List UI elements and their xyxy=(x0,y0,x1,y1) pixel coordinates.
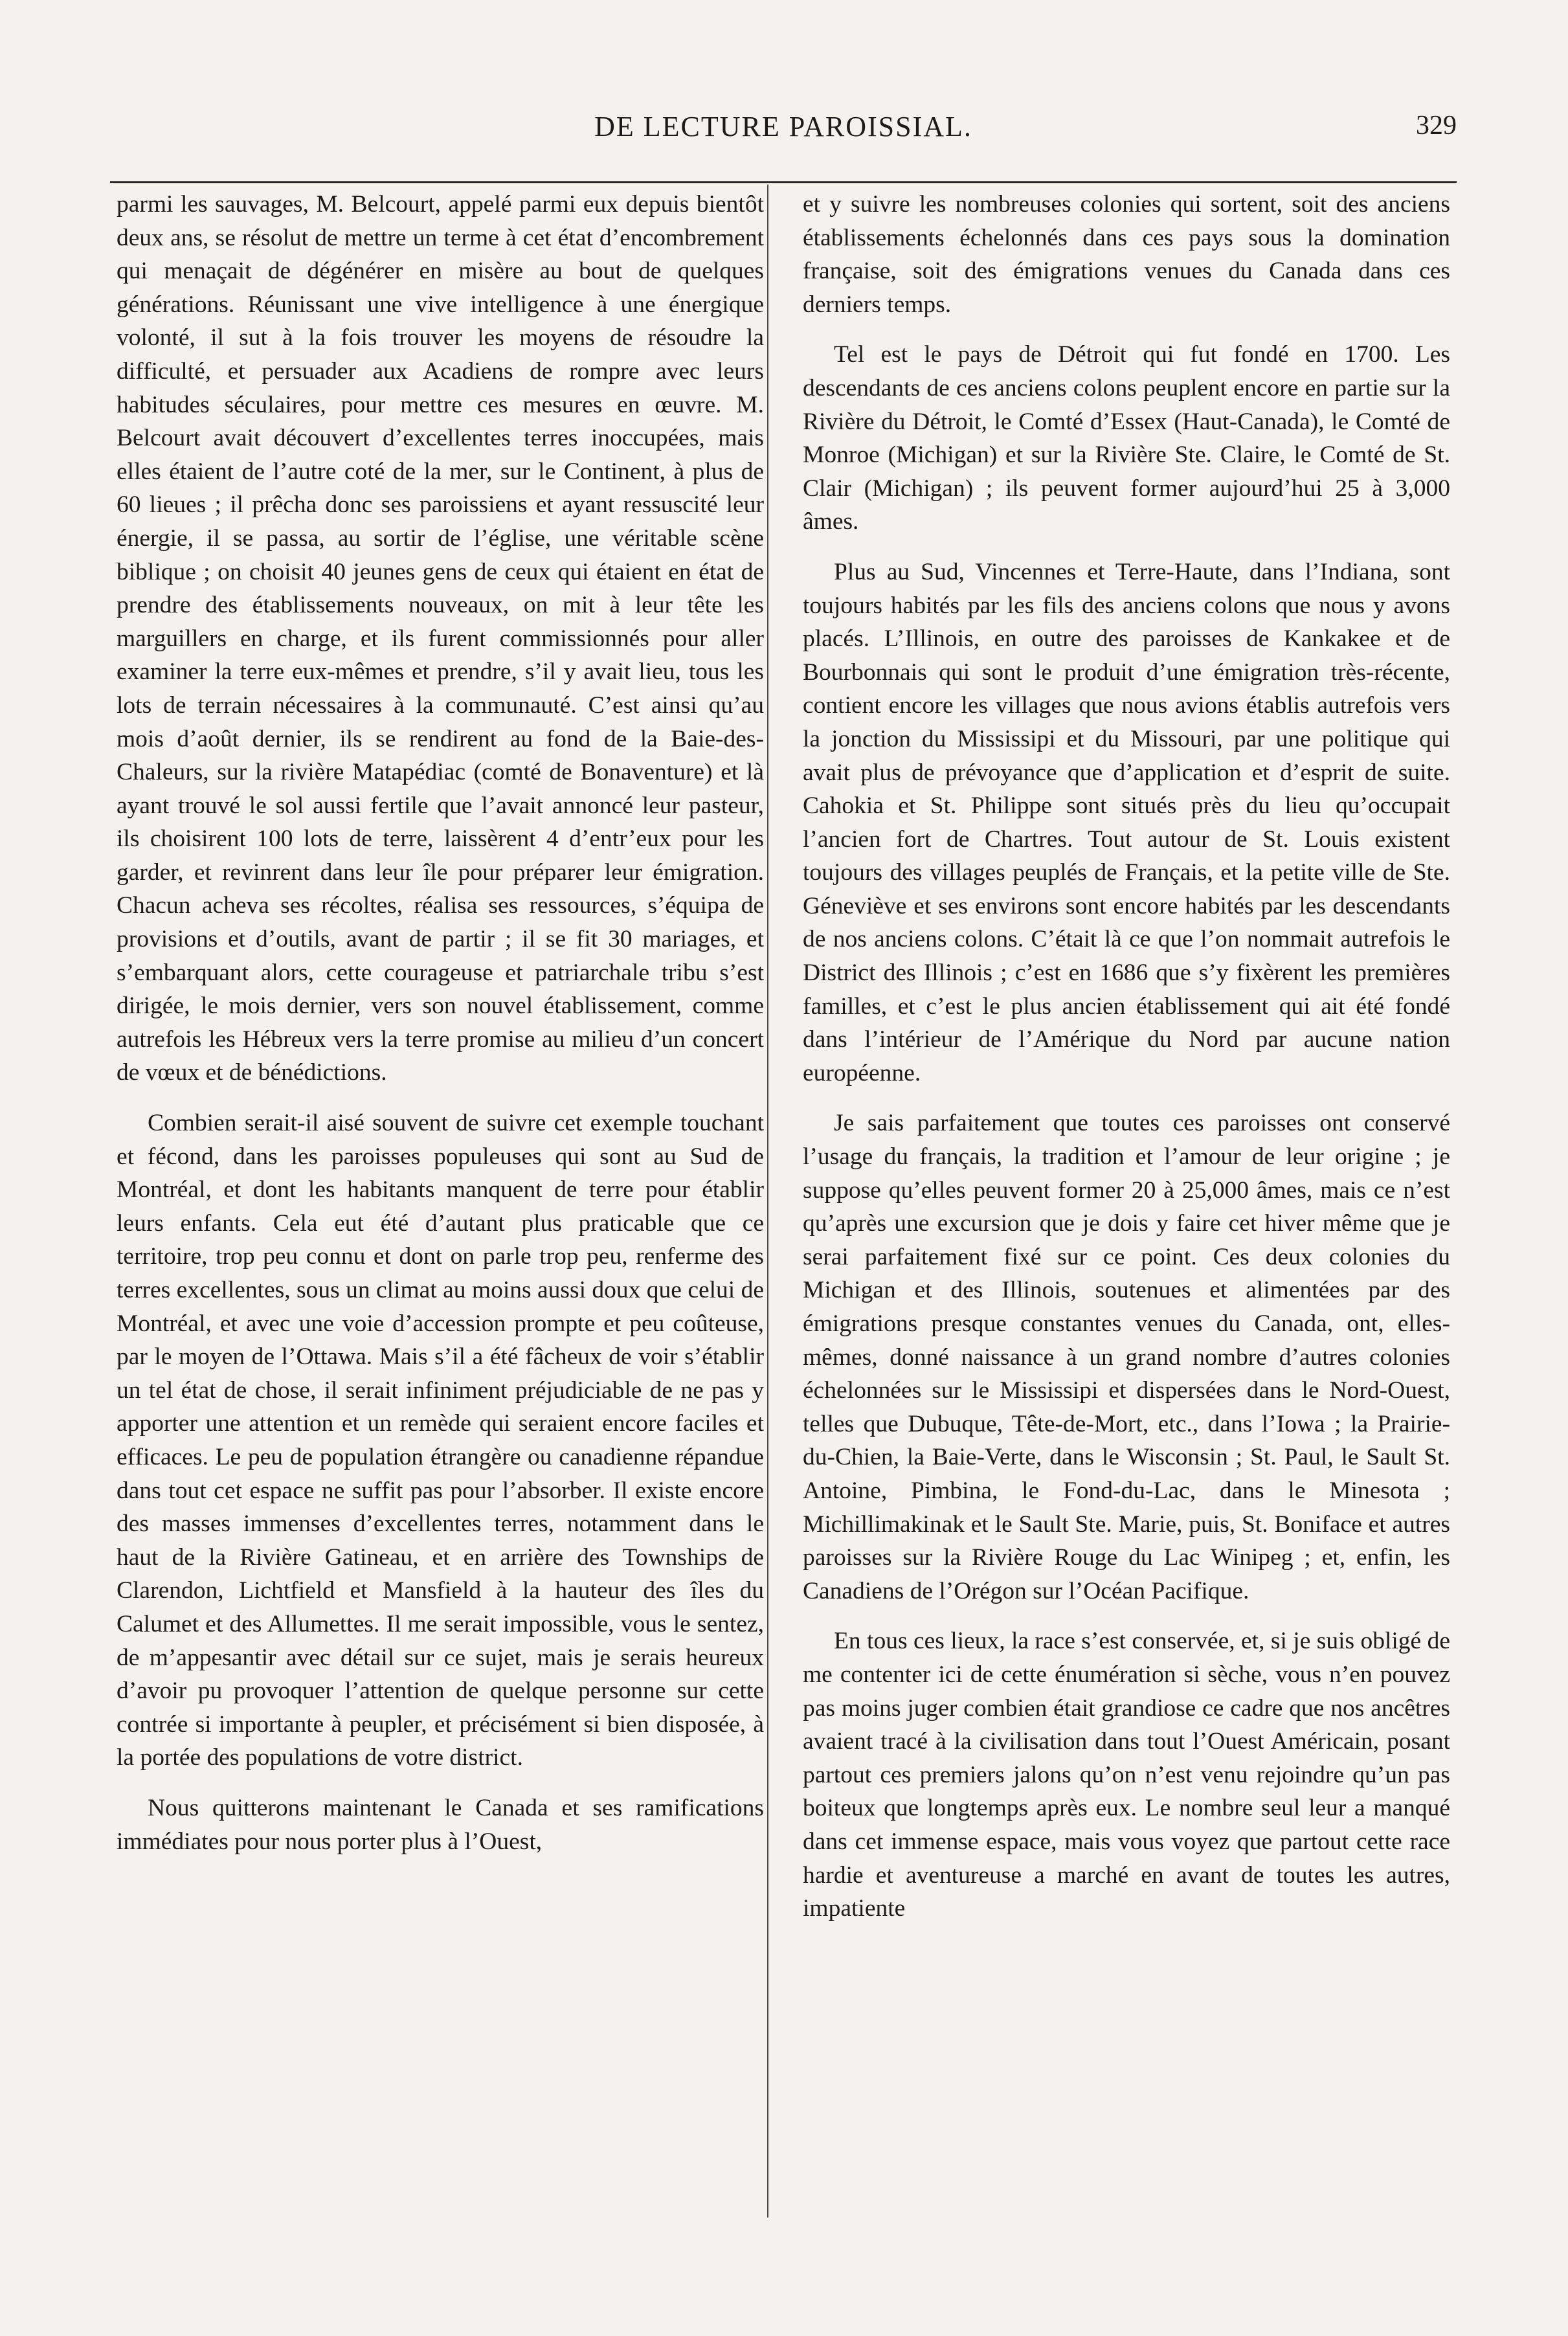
column-divider xyxy=(767,185,768,2218)
right-column xyxy=(803,188,1450,1942)
page-header xyxy=(110,110,1457,155)
paragraph: et y suivre les nombreuses colonies qui sortent, soit des anciens établissements échelonnés dans ces pays sous la domination française, soit des émigrations venues du Canada dans ces derniers temps. xyxy=(803,191,1450,318)
left-column xyxy=(117,188,764,1875)
paragraph: Nous quitterons maintenant le Canada et ses ramifications immédiates pour nous porter plus à l’Ouest, xyxy=(117,1794,764,1855)
paragraph: En tous ces lieux, la race s’est conservée, et, si je suis obligé de me contenter ici de cette énumération si sèche, vous n’en pouvez pas moins juger combien était grandiose ce cadre que nos ancêtres avaient tracé à la civilisation dans tout l’Ouest Américain, posant partout ces premiers jalons qu’on n’est venu rejoindre qu’un pas boiteux que longtemps après eux. Le nombre seul leur a manqué dans cet immense espace, mais vous voyez que partout cette race hardie et aventureuse a marché en avant de toutes les autres, impatiente xyxy=(803,1628,1450,1922)
running-title: DE LECTURE PAROISSIAL. xyxy=(594,111,972,142)
paragraph: parmi les sauvages, M. Belcourt, appelé parmi eux depuis bientôt deux ans, se résolut de mettre un terme à cet état d’encombrement qui menaçait de dégénérer en misère au bout de quelques générations. Réunissant une vive intelligence à une énergique volonté, il sut à la fois trouver les moyens de résoudre la difficulté, et persuader aux Acadiens de rompre avec leurs habitudes séculaires, pour mettre ces mesures en œuvre. M. Belcourt avait découvert d’excellentes terres inoccupées, mais elles étaient de l’autre coté de la mer, sur le Continent, à plus de 60 lieues ; il prêcha donc ses paroissiens et ayant ressuscité leur énergie, il se passa, au sortir de l’église, une véritable scène biblique ; on choisit 40 jeunes gens de ceux qui étaient en état de prendre des établissements nouveaux, on mit à leur tête les marguillers en charge, et ils furent commissionnés pour aller examiner la terre eux-mêmes et prendre, s’il y avait lieu, tous les lots de terrain nécessaires à la communauté. C’est ainsi qu’au mois d’août dernier, ils se rendirent au fond de la Baie-des-Chaleurs, sur la rivière Matapédiac (comté de Bonaventure) et là ayant trouvé le sol aussi fertile que l’avait annoncé leur pasteur, ils choisirent 100 lots de terre, laissèrent 4 d’entr’eux pour les garder, et revinrent dans leur île pour préparer leur émigration. Chacun acheva ses récoltes, réalisa ses ressources, s’équipa de provisions et d’outils, avant de partir ; il se fit 30 mariages, et s’embarquant alors, cette courageuse et patriarchale tribu s’est dirigée, le mois dernier, vers son nouvel établissement, comme autrefois les Hébreux vers la terre promise au milieu d’un concert de vœux et de bénédictions. xyxy=(117,191,764,1086)
paragraph: Combien serait-il aisé souvent de suivre cet exemple touchant et fécond, dans les paroisses populeuses qui sont au Sud de Montréal, et dont les habitants manquent de terre pour établir leurs enfants. Cela eut été d’autant plus praticable que ce territoire, trop peu connu et dont on parle trop peu, renferme des terres excellentes, sous un climat au moins aussi doux que celui de Montréal, et avec une voie d’accession prompte et peu coûteuse, par le moyen de l’Ottawa. Mais s’il a été fâcheux de voir s’établir un tel état de chose, il serait infiniment préjudiciable de ne pas y apporter une attention et un remède qui seraient encore faciles et efficaces. Le peu de population étrangère ou canadienne répandue dans tout cet espace ne suffit pas pour l’absorber. Il existe encore des masses immenses d’excellentes terres, notamment dans le haut de la Rivière Gatineau, et en arrière des Townships de Clarendon, Lichtfield et Mansfield à la hauteur des îles du Calumet et des Allumettes. Il me serait impossible, vous le sentez, de m’appesantir avec détail sur ce sujet, mais je serais heureux d’avoir pu provoquer l’attention de quelque personne sur cette contrée si importante à peupler, et précisément si bien disposée, à la portée des populations de votre district. xyxy=(117,1110,764,1771)
paragraph: Je sais parfaitement que toutes ces paroisses ont conservé l’usage du français, la tradition et l’amour de leur origine ; je suppose qu’elles peuvent former 20 à 25,000 âmes, mais ce n’est qu’après une excursion que je dois y faire cet hiver même que je serai parfaitement fixé sur ce point. Ces deux colonies du Michigan et des Illinois, soutenues et alimentées par des émigrations presque constantes venues du Canada, ont, elles-mêmes, donné naissance à un grand nombre d’autres colonies échelonnées sur le Mississipi et dispersées dans le Nord-Ouest, telles que Dubuque, Tête-de-Mort, etc., dans l’Iowa ; la Prairie-du-Chien, la Baie-Verte, dans le Wisconsin ; St. Paul, le Sault St. Antoine, Pimbina, le Fond-du-Lac, dans le Minesota ; Michillimakinak et le Sault Ste. Marie, puis, St. Boniface et autres paroisses sur la Rivière Rouge du Lac Winipeg ; et, enfin, les Canadiens de l’Orégon sur l’Océan Pacifique. xyxy=(803,1110,1450,1604)
paragraph: Plus au Sud, Vincennes et Terre-Haute, dans l’Indiana, sont toujours habités par les fils des anciens colons que nous y avons placés. L’Illinois, en outre des paroisses de Kankakee et de Bourbonnais qui sont le produit d’une émigration très-récente, contient encore les villages que nous avions établis autrefois vers la jonction du Mississipi et du Missouri, par une politique qui avait plus de prévoyance que d’application et d’esprit de suite. Cahokia et St. Philippe sont situés près du lieu qu’occupait l’ancien fort de Chartres. Tout autour de St. Louis existent toujours des villages peuplés de Français, et la petite ville de Ste. Géneviève et ses environs sont encore habités par les descendants de nos anciens colons. C’était là ce que l’on nommait autrefois le District des Illinois ; c’est en 1686 que s’y fixèrent les premières familles, et c’est le plus ancien établissement qui ait été fondé dans l’intérieur de l’Amérique du Nord par aucune nation européenne. xyxy=(803,558,1450,1086)
header-rule xyxy=(110,181,1457,183)
paragraph: Tel est le pays de Détroit qui fut fondé en 1700. Les descendants de ces anciens colons peuplent encore en partie sur la Rivière du Détroit, le Comté d’Essex (Haut-Canada), le Comté de Monroe (Michigan) et sur la Rivière Ste. Claire, le Comté de St. Clair (Michigan) ; ils peuvent former aujourd’hui 25 à 3,000 âmes. xyxy=(803,341,1450,535)
page-number: 329 xyxy=(1416,111,1457,140)
